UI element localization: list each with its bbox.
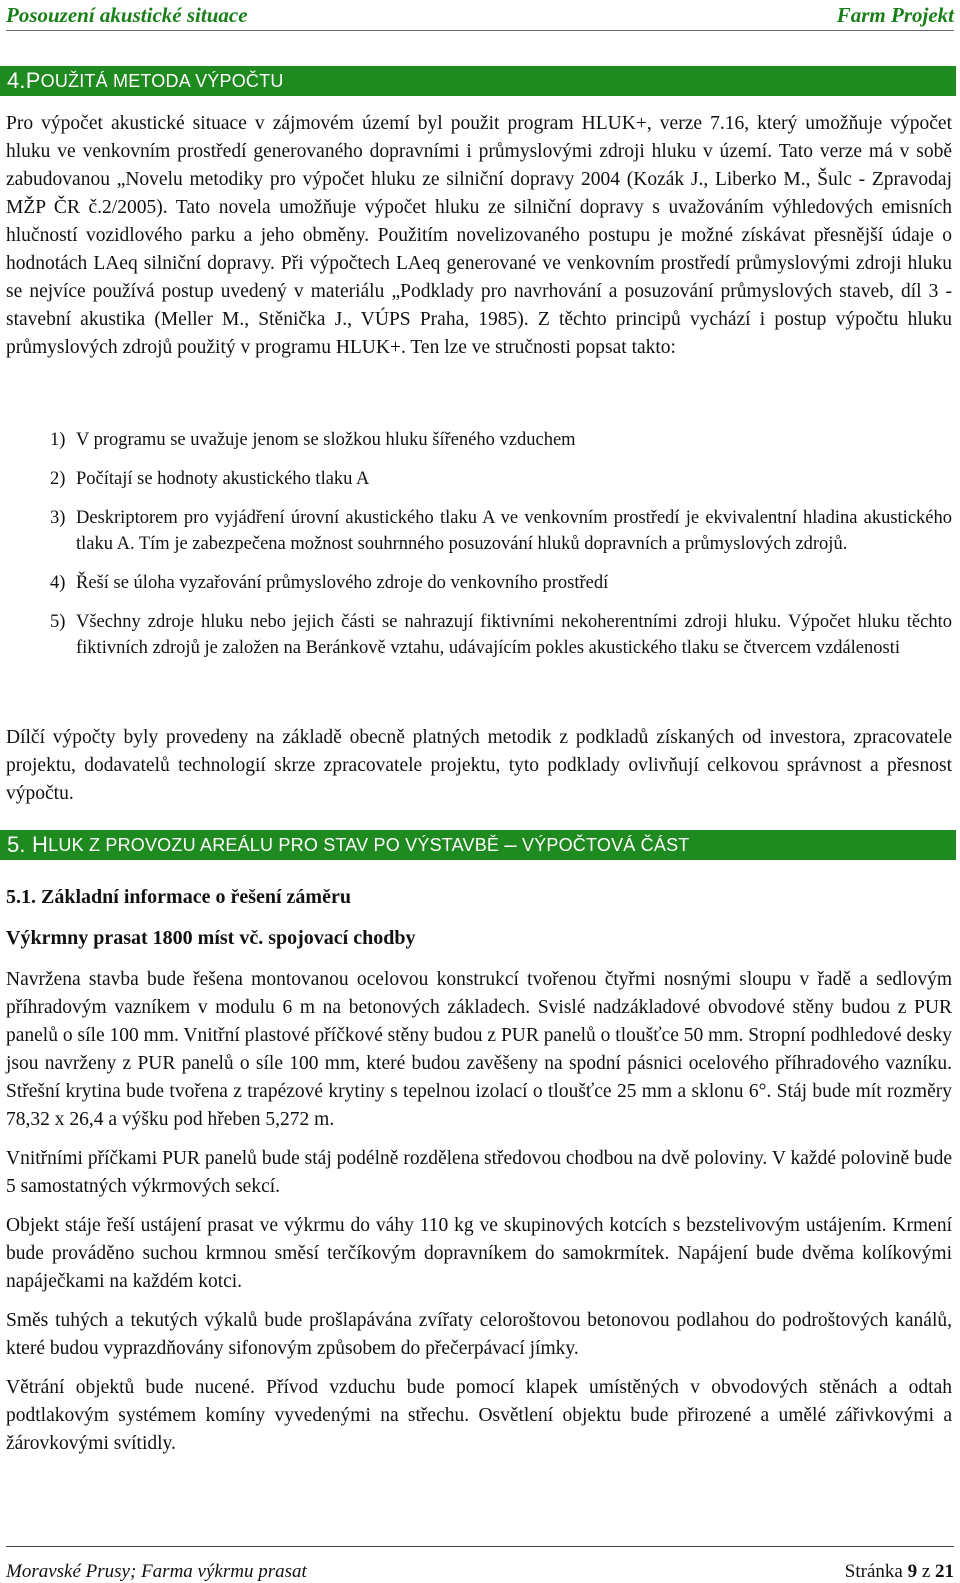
closing-paragraph: Dílčí výpočty byly provedeny na základě obecně platných metodik z podkladů získaných od investora, zpracovatele projektu, dodavatelů technologií skrze zpracovatele projektu, tyto podklady ovlivňují celkovou správnost a přesnost výpočtu. — [6, 727, 952, 804]
body-paragraph: Směs tuhých a tekutých výkalů bude prošlapávána zvířaty celoroštovou betonovou podlahou do podroštových kanálů, které budou vyprazdňovány sifonovým způsobem do přečerpávací jímky. — [6, 1310, 952, 1359]
page-total: 21 — [935, 1561, 954, 1582]
list-item-text: Deskriptorem pro vyjádření úrovní akustického tlaku A ve venkovním prostředí je ekvivalentní hladina akustického tlaku A. Tím je zabezpečena možnost souhrnného posuzování hluků dopravních a průmyslových zdrojů. — [76, 508, 952, 554]
list-item — [50, 609, 952, 661]
section-5-title-part: VÝPOČTOVÁ ČÁST — [516, 834, 690, 855]
list-item-number: 5) — [50, 612, 66, 632]
page-word: Stránka — [844, 1561, 903, 1582]
of-word: z — [921, 1561, 931, 1582]
section-5-title-part: 5. H — [7, 832, 49, 857]
body-paragraph: Objekt stáje řeší ustájení prasat ve výkrmu do váhy 110 kg ve skupinových kotcích s bezstelivovým ustájením. Krmení bude prováděno suchou krmnou směsí terčíkovým dopravníkem do samokrmítek. Napájení bude dvěma kolíkovými napáječkami na každém kotci. — [6, 1215, 952, 1292]
list-item-text: Všechny zdroje hluku nebo jejich části se nahrazují fiktivními nekoherentními zdroji hluku. Výpočet hluku těchto fiktivních zdrojů je založen na Beránkově vztahu, udávajícím pokles akustického tlaku se čtvercem vzdálenosti — [76, 612, 952, 658]
section-5-title-part: – — [504, 832, 517, 857]
list-item — [50, 505, 952, 557]
page-number: 9 — [907, 1561, 918, 1582]
body-paragraph: Větrání objektů bude nucené. Přívod vzduchu bude pomocí klapek umístěných v obvodových stěnách a odtah podtlakovým systémem komíny vyvedenými na střechu. Osvětlení objektu bude přirozené a umělé zářivkovými a žárovkovými svítidly. — [6, 1377, 952, 1454]
section-4-title-cap: P — [25, 68, 41, 93]
list-item — [50, 466, 952, 492]
footer-project-name: Moravské Prusy; Farma výkrmu prasat — [6, 1561, 307, 1582]
section-4-title-rest: OUŽITÁ METODA VÝPOČTU — [40, 70, 284, 91]
section-4-intro — [6, 110, 952, 362]
list-item-number: 1) — [50, 430, 66, 450]
page-header — [6, 0, 954, 31]
body-paragraph: Navržena stavba bude řešena montovanou ocelovou konstrukcí tvořenou čtyřmi nosnými sloupu v řadě a sedlovým příhradovým vazníkem v modulu 6 m na betonových základech. Svislé nadzákladové obvodové stěny budou z PUR panelů o síle 100 mm. Vnitřní plastové příčkové stěny budou z PUR panelů o tloušťce 50 mm. Stropní podhledové desky jsou navrženy z PUR panelů o síle 100 mm, které budou zavěšeny na spodní pásnici ocelového příhradového vazníku. Střešní krytina bude tvořena z trapézové krytiny s tepelnou izolací o tloušťce 25 mm a sklonu 6°. Stáj bude mít rozměry 78,32 x 26,4 a výšku pod hřeben 5,272 m. — [6, 969, 952, 1130]
intro-paragraph: Pro výpočet akustické situace v zájmovém území byl použit program HLUK+, verze 7.16, který umožňuje výpočet hluku ve venkovním prostředí generovaného dopravními i průmyslovými zdroji hluku v území. Tato verze má v sobě zabudovanou „Novelu metodiky pro výpočet hluku ze silniční dopravy 2004 (Kozák J., Liberko M., Šulc - Zpravodaj MŽP ČR č.2/2005). Tato novela umožňuje výpočet hluku ze silniční dopravy s uvažováním výhledových emisních hlučností vozidlového parku a jeho obměny. Použitím novelizovaného postupu je možné získávat přesnější údaje o hodnotách LAeq silniční dopravy. Při výpočtech LAeq generované ve venkovním prostředí průmyslovými zdroji hluku se nejvíce používá postup uvedený v materiálu „Podklady pro navrhování a posuzování průmyslových staveb, díl 3 - stavební akustika (Meller M., Stěnička J., VÚPS Praha, 1985). Z těchto principů vychází i postup výpočtu hluku průmyslových zdrojů použitý v programu HLUK+. Ten lze ve stručnosti popsat takto: — [6, 113, 952, 358]
object-heading: Výkrmny prasat 1800 míst vč. spojovací chodby — [6, 927, 416, 949]
section-5-body — [6, 966, 952, 1458]
header-right-title: Farm Projekt — [836, 2, 954, 27]
section-5-title-part: LUK Z PROVOZU AREÁLU PRO STAV PO VÝSTAVBĚ — [48, 834, 505, 855]
list-item-number: 3) — [50, 508, 66, 528]
list-item-number: 4) — [50, 573, 66, 593]
section-4-number: 4. — [7, 68, 26, 93]
list-item — [50, 427, 952, 453]
list-item-text: V programu se uvažuje jenom se složkou hluku šířeného vzduchem — [76, 430, 576, 450]
section-4-heading — [0, 66, 956, 96]
section-5-heading — [0, 830, 956, 860]
page-counter — [845, 1561, 954, 1583]
subsection-heading: 5.1. Základní informace o řešení záměru — [6, 886, 351, 908]
header-left-title: Posouzení akustické situace — [6, 2, 248, 27]
list-item-text: Řeší se úloha vyzařování průmyslového zdroje do venkovního prostředí — [76, 573, 609, 593]
method-list — [50, 427, 952, 661]
page-footer — [6, 1546, 954, 1583]
list-item-text: Počítají se hodnoty akustického tlaku A — [76, 469, 370, 489]
list-item — [50, 570, 952, 596]
list-item-number: 2) — [50, 469, 66, 489]
section-4-closing — [6, 724, 952, 808]
body-paragraph: Vnitřními příčkami PUR panelů bude stáj podélně rozdělena středovou chodbou na dvě poloviny. V každé polovině bude 5 samostatných výkrmových sekcí. — [6, 1148, 952, 1197]
